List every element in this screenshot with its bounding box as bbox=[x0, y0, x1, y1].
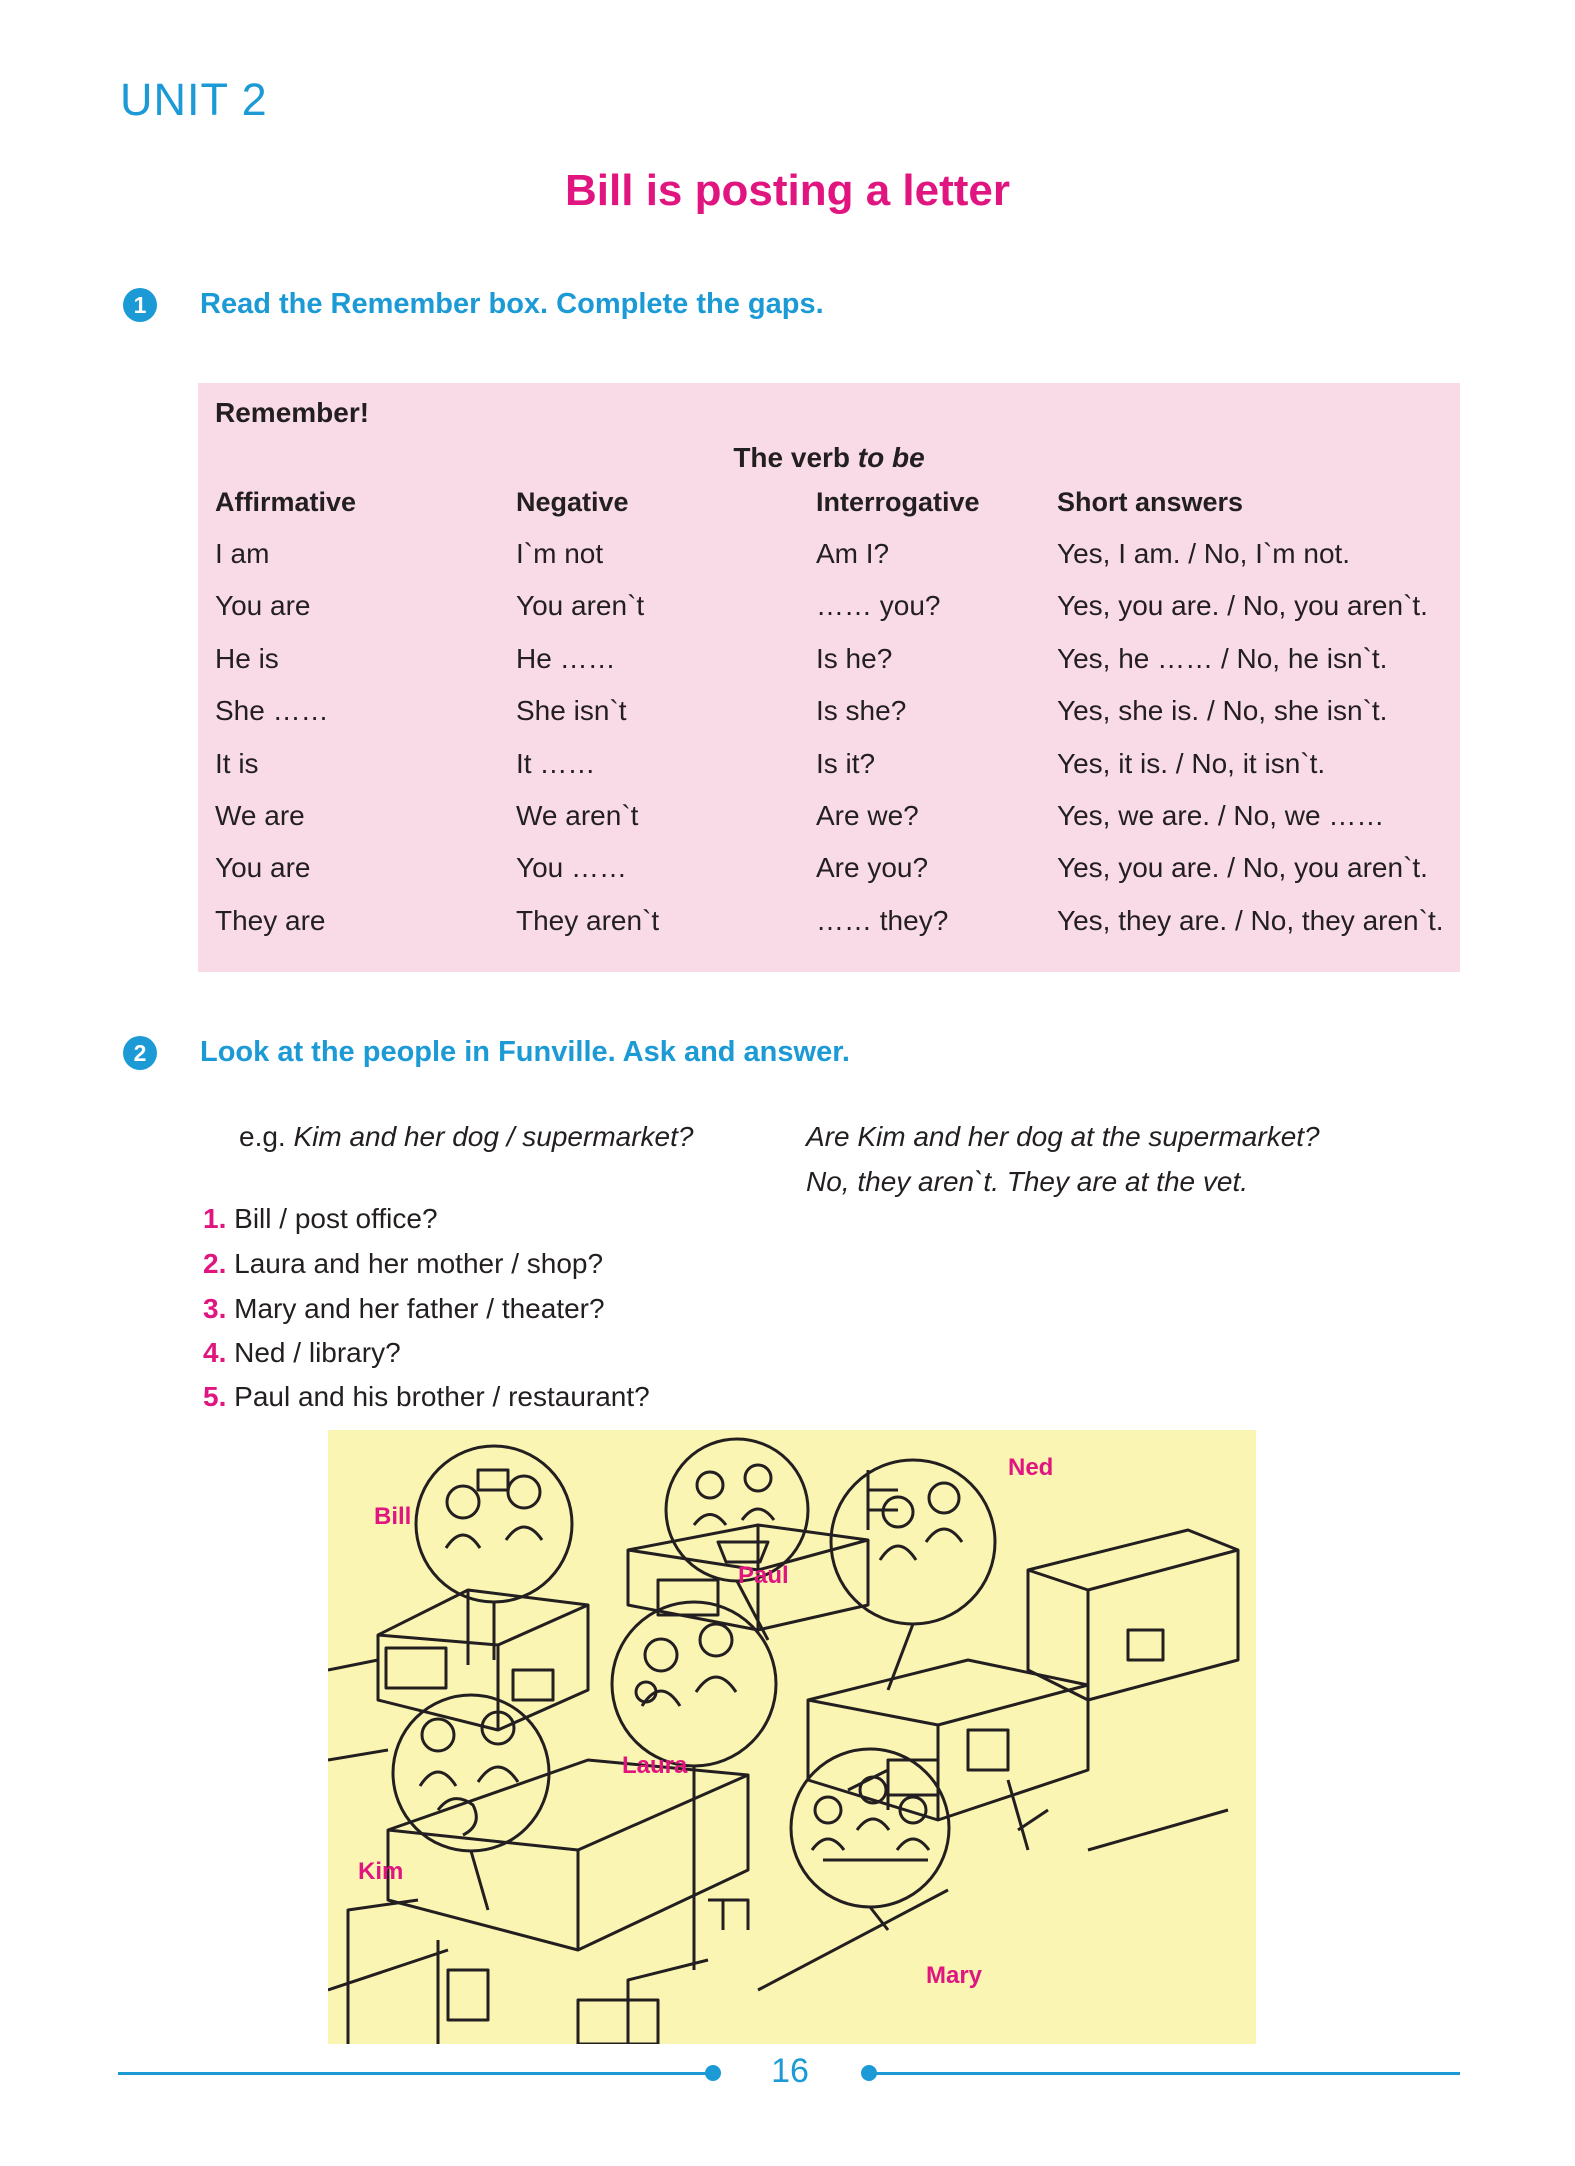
cell-negative: We aren`t bbox=[516, 800, 639, 831]
example-answer-reply bbox=[806, 1166, 1248, 1198]
cell-affirmative: It is bbox=[215, 748, 259, 779]
cell-negative: They aren`t bbox=[516, 905, 660, 936]
cell-negative: I`m not bbox=[516, 538, 604, 569]
cell-interrogative: …… you? bbox=[816, 590, 941, 621]
column-header-interrogative: Interrogative bbox=[816, 487, 980, 517]
label-bill: Bill bbox=[374, 1503, 412, 1530]
cell-affirmative: You are bbox=[215, 590, 311, 621]
question-item bbox=[203, 1337, 401, 1369]
question-text: Bill / post office? bbox=[234, 1203, 438, 1234]
cell-short-answer: Yes, you are. / No, you aren`t. bbox=[1057, 590, 1428, 621]
cell-negative: You aren`t bbox=[516, 590, 645, 621]
example-answer-1: Are Kim and her dog at the supermarket? bbox=[806, 1121, 1320, 1152]
question-item bbox=[203, 1248, 603, 1280]
cell-short-answer: Yes, they are. / No, they aren`t. bbox=[1057, 905, 1444, 936]
cell-interrogative: Is it? bbox=[816, 748, 876, 779]
footer-line-right bbox=[870, 2072, 1460, 2075]
remember-subtitle bbox=[198, 442, 1460, 474]
exercise-2-instruction: Look at the people in Funville. Ask and answer. bbox=[200, 1036, 850, 1068]
example-answer-2: No, they aren`t. They are at the vet. bbox=[806, 1166, 1248, 1197]
footer-line-left bbox=[118, 2072, 714, 2075]
cell-affirmative: They are bbox=[215, 905, 326, 936]
cell-interrogative: Is he? bbox=[816, 643, 893, 674]
cell-affirmative: She …… bbox=[215, 695, 329, 726]
column-header-short-answers: Short answers bbox=[1057, 487, 1244, 517]
question-text: Mary and her father / theater? bbox=[234, 1293, 605, 1324]
example-answer-question bbox=[806, 1121, 1320, 1153]
example-prefix: e.g. bbox=[239, 1121, 294, 1152]
unit-heading: UNIT 2 bbox=[120, 74, 268, 125]
question-item bbox=[203, 1203, 438, 1235]
cell-negative: He …… bbox=[516, 643, 616, 674]
page-title: Bill is posting a letter bbox=[565, 166, 1010, 215]
question-text: Ned / library? bbox=[234, 1337, 401, 1368]
remember-box bbox=[198, 383, 1460, 972]
question-item bbox=[203, 1381, 650, 1413]
cell-short-answer: Yes, we are. / No, we …… bbox=[1057, 800, 1385, 831]
footer-dot-left bbox=[705, 2065, 721, 2081]
cell-interrogative: Is she? bbox=[816, 695, 907, 726]
remember-heading: Remember! bbox=[215, 397, 370, 428]
question-number: 5. bbox=[203, 1381, 227, 1412]
page-number: 16 bbox=[771, 2052, 809, 2090]
question-number: 4. bbox=[203, 1337, 227, 1368]
example-prompt bbox=[239, 1121, 693, 1153]
label-paul: Paul bbox=[738, 1562, 789, 1589]
cell-negative: It …… bbox=[516, 748, 596, 779]
cell-negative: You …… bbox=[516, 852, 628, 883]
cell-interrogative: Am I? bbox=[816, 538, 890, 569]
cell-short-answer: Yes, you are. / No, you aren`t. bbox=[1057, 852, 1428, 883]
column-header-affirmative: Affirmative bbox=[215, 487, 357, 517]
remember-subtitle-plain: The verb bbox=[733, 442, 858, 473]
cell-affirmative: You are bbox=[215, 852, 311, 883]
label-kim: Kim bbox=[358, 1858, 404, 1885]
cell-interrogative: Are we? bbox=[816, 800, 919, 831]
cell-short-answer: Yes, he …… / No, he isn`t. bbox=[1057, 643, 1388, 674]
cell-affirmative: I am bbox=[215, 538, 270, 569]
question-text: Paul and his brother / restaurant? bbox=[234, 1381, 650, 1412]
funville-drawing bbox=[328, 1430, 1256, 2044]
cell-interrogative: …… they? bbox=[816, 905, 949, 936]
question-number: 3. bbox=[203, 1293, 227, 1324]
question-number: 2. bbox=[203, 1248, 227, 1279]
exercise-1-instruction: Read the Remember box. Complete the gaps. bbox=[200, 288, 824, 320]
label-mary: Mary bbox=[926, 1962, 983, 1989]
question-text: Laura and her mother / shop? bbox=[234, 1248, 604, 1279]
label-ned: Ned bbox=[1008, 1454, 1054, 1481]
label-laura: Laura bbox=[622, 1752, 688, 1779]
cell-negative: She isn`t bbox=[516, 695, 627, 726]
example-prompt-text: Kim and her dog / supermarket? bbox=[293, 1121, 694, 1152]
column-header-negative: Negative bbox=[516, 487, 629, 517]
exercise-1-number: 1 bbox=[123, 288, 157, 322]
cell-short-answer: Yes, she is. / No, she isn`t. bbox=[1057, 695, 1388, 726]
cell-short-answer: Yes, I am. / No, I`m not. bbox=[1057, 538, 1351, 569]
cell-affirmative: He is bbox=[215, 643, 279, 674]
exercise-2-number: 2 bbox=[123, 1036, 157, 1070]
question-number: 1. bbox=[203, 1203, 227, 1234]
cell-interrogative: Are you? bbox=[816, 852, 929, 883]
cell-short-answer: Yes, it is. / No, it isn`t. bbox=[1057, 748, 1326, 779]
cell-affirmative: We are bbox=[215, 800, 305, 831]
funville-illustration bbox=[328, 1430, 1256, 2044]
remember-subtitle-italic: to be bbox=[857, 442, 925, 473]
question-item bbox=[203, 1293, 605, 1325]
